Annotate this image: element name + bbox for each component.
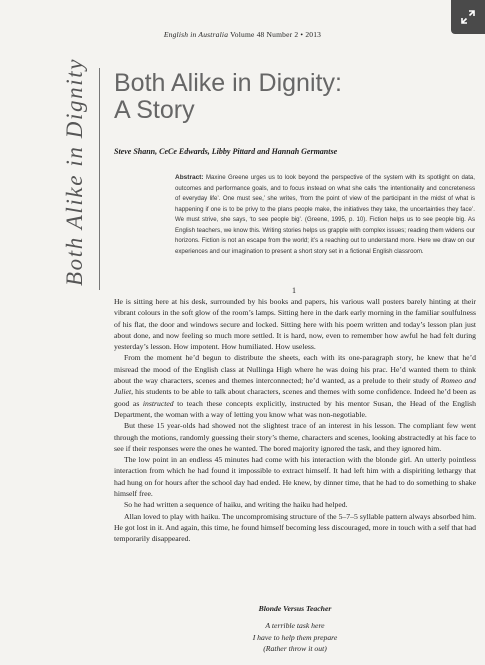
section-number: 1	[292, 286, 296, 295]
side-divider	[99, 68, 100, 290]
title-line-1: Both Alike in Dignity:	[114, 69, 342, 97]
paragraph-1: He is sitting here at his desk, surrounded by his books and papers, his various wall posters barely hinting at their vibrant colours in the soft glow of the room’s lamps. Sitting here in the dark early morning in the familiar soulfulness of his flat, the door and windows secure and locked. Sitting here with his poem written and today’s lesson plan just about done, and now feeling so much more settled. It is hard, now, even to remember how awful he had felt during yesterday’s lesson. How impotent. How humiliated. How useless.	[114, 297, 476, 352]
play-title: Romeo and Juliet	[114, 376, 476, 397]
issue-info: Volume 48 Number 2 • 2013	[230, 30, 322, 39]
poem-line-1: A terrible task here	[265, 621, 325, 631]
poem-title: Blonde Versus Teacher	[258, 604, 332, 613]
expand-button[interactable]	[451, 0, 485, 34]
running-head	[0, 30, 485, 39]
abstract-label: Abstract:	[175, 174, 204, 181]
author-list: Steve Shann, CeCe Edwards, Libby Pittard and Hannah Germantse	[114, 147, 338, 156]
paragraph-6: Allan loved to play with haiku. The uncompromising structure of the 5–7–5 syllable pattern always absorbed him. He got lost in it. And again, this time, he found himself becoming less discouraged, more in touch with a self that had temporarily disappeared.	[114, 511, 476, 544]
paragraph-2-part-a: From the moment he’d begun to distribute the sheets, each with its one-paragraph story, he knew that he’d misread the mood of the English class at Nullinga High where he was doing his prac. He’d wanted them to think about the way characters, scenes and themes interconnected; he’d wanted, as a prelude to their study of	[114, 353, 476, 386]
expand-arrows-icon	[460, 9, 476, 25]
paragraph-2-part-b: , his students to be able to talk about characters, scenes and themes with some confidence. Indeed he’d been as good as	[114, 387, 476, 408]
story-body	[114, 296, 476, 545]
abstract	[175, 173, 475, 257]
paragraph-4: The low point in an endless 45 minutes had come with his interaction with the blonde girl. An utterly pointless interaction from which he had found it impossible to extract himself. It had left him with a dispiriting lethargy that had hung on for hours after the school day had ended. He knew, by dinner time, that he had to do something to shake himself free.	[114, 455, 476, 499]
paragraph-2	[114, 352, 476, 420]
title-line-2: A Story	[114, 96, 195, 124]
paragraph-2-part-c: to teach these concepts explicitly, instructed by his mentor Susan, the Head of the English Department, the woman with a way of letting you know what was non-negotiable.	[114, 398, 477, 419]
poem-line-3: (Rather throw it out)	[263, 643, 327, 653]
article-title	[114, 70, 474, 124]
journal-name: English in Australia	[163, 30, 229, 39]
haiku-poem	[114, 603, 476, 654]
poem-line-2: I have to help them prepare	[252, 632, 338, 642]
paragraph-3: But these 15 year-olds had showed not the slightest trace of an interest in his lesson. The compliant few went through the motions, randomly guessing their story’s theme, characters and scenes, looking abstractedly at his face to see if their responses were the ones he wanted. The bored majority ignored the task, and they ignored him.	[114, 421, 476, 453]
emphasis-instructed: instructed	[142, 398, 174, 408]
abstract-text: Maxine Greene urges us to look beyond the perspective of the system with its spotlight on data, outcomes and performance goals, and to focus instead on what she calls ‘the intentionality and concreteness of everyday life’. One must see,’ she writes, ‘from the point of view of the participant in the midst of what is happening if one is to be privy to the plans people make, the initiatives they take, the uncertainties they face’. We must strive, she says, ‘to see people big’. (Greene, 1995, p. 10). Fiction helps us to see people big. As English teachers, we know this. Writing stories helps us grapple with complex issues; reading them widens our horizons. Fiction is not an escape from the world; it’s a reaching out to understand more. Here we draw on our experiences and our imagination to present a short story set in a fictional English classroom.	[175, 174, 475, 255]
vertical-side-title: Both Alike in Dignity	[62, 58, 87, 286]
paragraph-5: So he had written a sequence of haiku, and writing the haiku had helped.	[124, 500, 348, 510]
